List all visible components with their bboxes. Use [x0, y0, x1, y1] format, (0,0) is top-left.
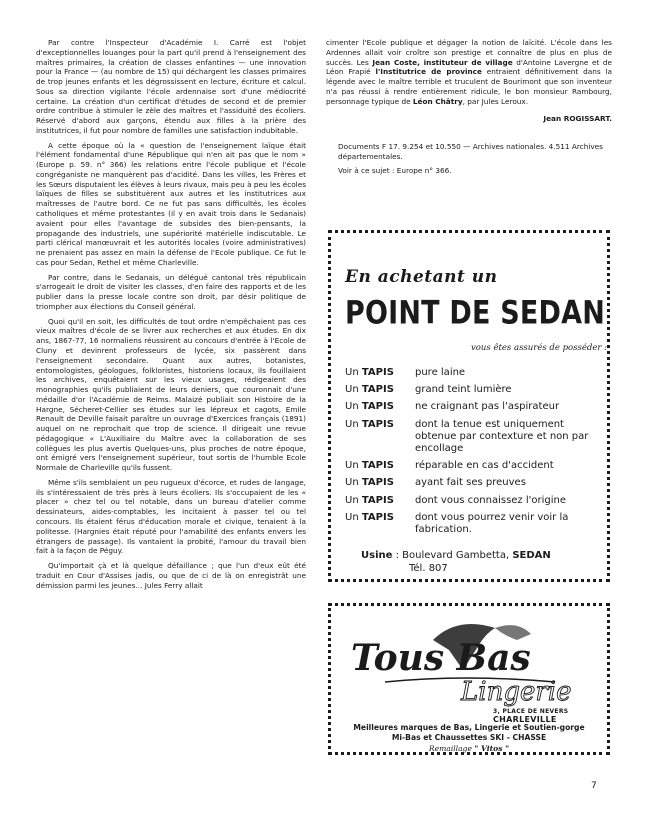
tapis-feature: Un TAPIS ayant fait ses preuves	[345, 477, 526, 489]
left-article-column	[36, 38, 306, 595]
tapis-feature: Un TAPIS pure laine	[345, 367, 466, 378]
shop-repair-line: Remaillage " Vitos "	[428, 744, 510, 753]
shop-brands-line: Meilleures marques de Bas, Lingerie et Soutien-gorge	[353, 723, 585, 732]
article-continuation: cimenter l'Ecole publique et dégager la notion de laïcité. L'école dans les Ardennes allait voir croître son prestige et connaître de plus en plus de succès. Les Jean Coste, instituteur de village d'Antoine Lavergne et de Léon Frapié l'Institutrice de province entraient définitivement dans la légende avec le maître terrible et truculent de Bourimont que son inventeur n'a pas réussi à rendre entièrement ridicule, le bon monsieur Rambourg, personnage typique de Léon Châtry, par Jules Leroux.	[326, 38, 612, 106]
ad-title: POINT DE SEDAN	[345, 295, 606, 332]
tapis-feature: Un TAPIS grand teint lumière	[345, 384, 512, 396]
article-paragraph-2: A cette époque où la « question de l'enseignement laïque était l'élément fondamental d'une République qui n'en ait pas que le nom » (Europe p. 59. n° 366) les relations entre l'école publique et l'école congréganiste ne manquèrent pas d'acidité. Dans les villes, les Frères et les Sœurs disputaient les élèves à leurs rivaux, mais peu à peu les écoles laïques de filles se substituèrent aux autres et les institutrices aux maîtresses de l'autre bord. Ce ne fut pas sans difficultés, les écoles catholiques et même protestantes (il y en avait trois dans le Sedanais) avaient pour elles l'avantage de subsides des bien-pensants, la propagande des industriels, une supériorité matérielle indiscutable. Le parti clérical manœuvrait et les autorités locales (voire administratives) ne prenaient pas assez en main la défense de l'Ecole publique. Ce fut le cas pour Sedan, Rethel et même Charleville.	[36, 140, 306, 267]
point-de-sedan-advertisement	[328, 230, 610, 582]
tapis-feature: Un TAPIS dont vous connaissez l'origine	[345, 494, 567, 506]
tous-bas-lingerie-logo	[345, 610, 597, 712]
article-paragraph-3: Par contre, dans le Sedanais, un délégué cantonal très républicain s'arrogeait le droit de visiter les classes, d'en faire des rapports et de les publier dans la presse locale contre son droit, par désir politique de triompher aux élections du Conseil général.	[36, 272, 306, 311]
right-article-column	[326, 38, 612, 179]
logo-tous-bas-text: Tous Bas	[351, 637, 531, 679]
tapis-feature: Un TAPIS réparable en cas d'accident	[345, 460, 554, 472]
footnote-documents: Documents F 17. 9.254 et 10.550 — Archives nationales. 4.511 Archives départementales.	[338, 142, 603, 161]
author-signature: Jean ROGISSART.	[543, 114, 612, 124]
shop-products-line: Mi-Bas et Chaussettes SKI - CHASSE	[391, 733, 547, 742]
tapis-feature: Un TAPIS dont la tenue est uniquement obtenue par contexture et non par encollage	[345, 418, 589, 454]
article-paragraph-1: Par contre l'Inspecteur d'Académie I. Carré est l'objet d'exceptionnelles louanges pour la part qu'il prend à l'enseignement des maîtres primaires, la création de classes enfantines — une innovation pour la France — (au nombre de 15) qui déchargent les classes primaires de trop jeunes enfants et les dégrossissent en lecture, écriture et calcul. Sous sa direction vigilante l'école ardennaise sort d'une médiocrité certaine. La création d'un certificat d'études de second et de premier ordre contribue à stimuler le zèle des maîtres et l'assiduité des écoliers. Réservé d'abord aux garçons, étendu aux filles à la prière des institutrices, il fut pour nombre de familles une satisfaction indubitable.	[36, 38, 306, 135]
factory-address: Usine : Boulevard Gambetta, SEDAN Tél. 807	[361, 550, 551, 574]
ad-tagline: vous êtes assurés de posséder :	[471, 343, 608, 353]
article-paragraph-4: Quoi qu'il en soit, les difficultés de tout ordre n'empêchaient pas ces vieux maîtres d'école de se livrer aux recherches et aux études. En dix ans, 1867-77, 16 normaliens réussirent au concours d'entrée à l'Ecole de Cluny et devinrent professeurs de lycée, six passèrent dans l'enseignement secondaire. Quant aux autres, botanistes, entomologistes, géologues, folkloristes, historiens locaux, ils fouillaient les archives, enquêtaient sur les vieux usages, rédigeaient des monographies qu'ils publiaient de leurs deniers, que couronnait d'une médaille d'or l'Académie de Reims. Malaizé publiait son Histoire de la Hargne, Sécheret-Cellier ses études sur les lépreux et cagots, Emile Renault de Deville faisait paraître un ouvrage d'Exercices français (1891) auquel on ne reprochait que trop de science. Il dirigeait une revue pédagogique « L'Auxiliaire du Maître avec la collaboration de ses collègues les plus avertis Quelques-uns, plus proches de notre époque, ont émigré vers l'enseignement supérieur, tout sortis de l'humble Ecole Normale de Charleville qu'ils fussent.	[36, 316, 306, 473]
tapis-feature: Un TAPIS ne craignant pas l'aspirateur	[345, 401, 560, 413]
footnotes	[326, 142, 612, 175]
article-paragraph-5: Même s'ils semblaient un peu rugueux d'écorce, et rudes de langage, ils s'intéressaient de très près à leurs écoliers. Ils s'occupaient de les « placer » chez tel ou tel notable, dans un bureau d'atelier comme dessinateurs, aides-comptables, les incitaient à passer tel ou tel concours. Ils étaient férus d'éducation morale et civique, tenaient à la politesse. (Hargnies était réputé pour l'amabilité des enfants envers les étrangers de passage). Ils vantaient la probité, l'amour du travail bien fait à la façon de Péguy.	[36, 477, 306, 556]
tous-bas-lingerie-advertisement	[328, 603, 610, 755]
ad-script-heading: En achetant un	[345, 267, 498, 287]
article-paragraph-6: Qu'importait çà et là quelque défaillance ; que l'un d'eux eût été traduit en Cour d'Assises jadis, ou que de ci de là on enregistrât une démission parmi les jeunes... Jules Ferry allait	[36, 561, 306, 590]
logo-lingerie-text: Lingerie	[461, 677, 572, 707]
tapis-feature: Un TAPIS dont vous pourrez venir voir la fabrication.	[345, 511, 569, 535]
factory-phone: Tél. 807	[409, 563, 448, 574]
tapis-feature-list	[345, 367, 603, 541]
shop-address: 3, PLACE DE NEVERS CHARLEVILLE	[493, 708, 569, 724]
footnote-see-also: Voir à ce sujet : Europe n° 366.	[338, 165, 452, 175]
page-number: 7	[591, 781, 597, 791]
